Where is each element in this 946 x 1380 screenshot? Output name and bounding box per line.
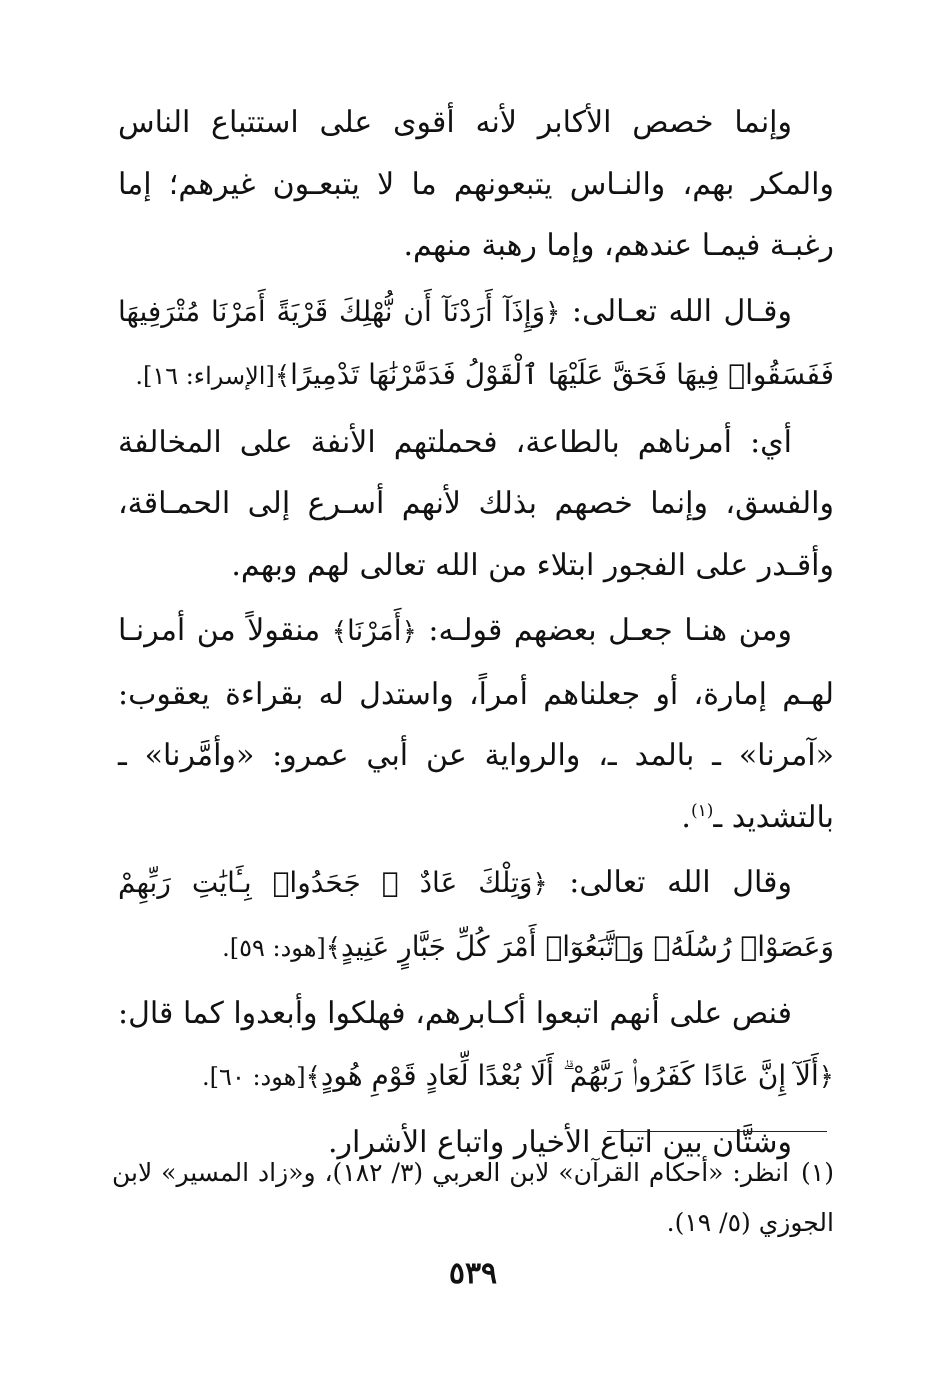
ornate-bracket-open: ﴿: [545, 297, 561, 328]
paragraph-2-lead: وقـال الله تعـالى:: [571, 293, 792, 329]
ornate-bracket-close: ﴾: [274, 361, 291, 391]
footnote-separator: [607, 1131, 827, 1132]
paragraph-4: [118, 600, 834, 848]
verse-reference: [هود: ٥٩].: [222, 933, 326, 962]
quran-verse-isra-16: وَإِذَآ أَرَدْنَآ أَن نُّهْلِكَ قَرْيَةً أَمَرْنَا مُتْرَفِيهَا فَفَسَقُوا۟ فِيهَا فَحَقَّ عَلَيْهَا ٱلْقَوْلُ فَدَمَّرْنَٰهَا تَدْمِيرًا: [118, 294, 834, 391]
footnote-text: انظر: «أحكام القرآن» لابن العربي (٣/ ١٨٢)، و«زاد المسير» لابن الجوزي (٥/ ١٩).: [112, 1158, 834, 1237]
verse-reference: [الإسراء: ١٦].: [135, 362, 275, 390]
ornate-bracket-open: ﴿: [532, 869, 548, 899]
quran-word-amarna: أَمَرْنَا: [347, 614, 402, 647]
ornate-bracket-close: ﴾: [305, 1061, 321, 1092]
paragraph-3-text: أي: أمرناهم بالطاعة، فحملتهم الأنفة على المخالفة والفسق، وإنما خصهم بذلك لأنهم أسـرع إلى الحمـاقة، وأقـدر على الفجور ابتلاء من الله تعالى لهم وبهم.: [118, 424, 834, 583]
paragraph-1: [118, 92, 834, 277]
footnote-number: (١): [801, 1158, 834, 1187]
ornate-bracket-close: ﴾: [325, 932, 341, 963]
main-text: [118, 92, 834, 1174]
footnote-marker[interactable]: (١): [690, 800, 714, 821]
paragraph-5-lead: وقال الله تعالى:: [569, 865, 792, 900]
quran-verse-hud-60: أَلَآ إِنَّ عَادًا كَفَرُوا۟ رَبَّهُمْ ۗ أَلَا بُعْدًا لِّعَادٍ قَوْمِ هُودٍ: [320, 1058, 819, 1092]
ornate-bracket-open: ﴿: [818, 1061, 834, 1092]
paragraph-6-lead: فنص على أنهم اتبعوا أكـابرهم، فهلكوا وأبعدوا كما قال:: [118, 996, 792, 1031]
paragraph-4-rest: منقولاً من أمرنـا لهـم إمارة، أو جعلناهم أمراً، واستدل له بقراءة يعقوب: «آمرنا» ـ بالمد ـ، والرواية عن أبي عمرو: «وأمَّرنا» ـ بالتشديد ـ: [118, 613, 834, 835]
paragraph-2: [118, 281, 834, 408]
ornate-bracket-open: ﴿: [401, 617, 417, 647]
paragraph-4-end: .: [681, 799, 691, 835]
paragraph-4-lead: ومن هنـا جعـل بعضهم قولـه:: [428, 613, 792, 648]
quran-verse-hud-59: وَتِلْكَ عَادٌ ۖ جَحَدُوا۟ بِـَٔايَٰتِ رَبِّهِمْ وَعَصَوْا۟ رُسُلَهُۥ وَٱتَّبَعُوٓا۟ أَمْرَ كُلِّ جَبَّارٍ عَنِيدٍ: [118, 866, 834, 963]
paragraph-6: [118, 983, 834, 1108]
paragraph-5: [118, 852, 834, 979]
paragraph-1-text: وإنما خصص الأكابر لأنه أقوى على استتباع الناس والمكر بهم، والنـاس يتبعونهم ما لا يتبعـون غيرهم؛ إما رغبـة فيمـا عندهم، وإما رهبة منهم.: [118, 105, 834, 263]
verse-reference: [هود: ٦٠].: [202, 1062, 306, 1091]
footnotes: [112, 1148, 834, 1248]
paragraph-3: [118, 412, 834, 597]
footnote-1: [112, 1148, 834, 1248]
ornate-bracket-close: ﴾: [331, 617, 348, 647]
paragraph-7-text: وشتَّان بين اتباع الأخيار واتباع الأشرار.: [328, 1125, 792, 1160]
page-number: ٥٣٩: [448, 1256, 498, 1291]
